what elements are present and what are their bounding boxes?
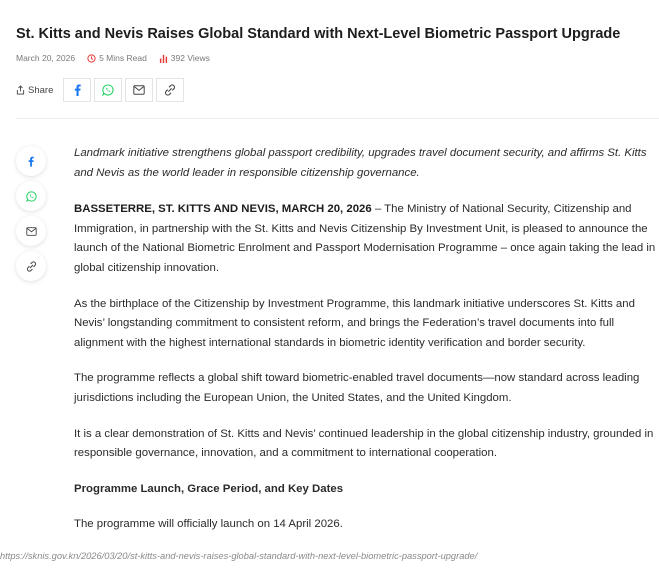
whatsapp-icon xyxy=(102,84,114,96)
header-divider xyxy=(16,118,659,119)
clock-icon xyxy=(87,54,96,63)
article-paragraph: It is a clear demonstration of St. Kitts and Nevis’ continued leadership in the global citizenship industry, grounded in responsible governance, innovation, and a commitment to international cooperation. xyxy=(74,427,654,460)
email-icon xyxy=(133,85,145,95)
publish-date: March 20, 2026 xyxy=(16,53,76,63)
side-share-facebook-button[interactable] xyxy=(16,146,46,176)
share-copy-link-button[interactable] xyxy=(156,78,184,102)
facebook-icon xyxy=(74,84,81,96)
share-label xyxy=(16,85,53,96)
page-url: https://sknis.gov.kn/2026/03/20/st-kitts-and-nevis-raises-global-standard-with-next-level-biometric-passport-upgrade/ xyxy=(0,551,478,561)
link-icon xyxy=(164,84,176,96)
article-body xyxy=(74,144,658,551)
article-title: St. Kitts and Nevis Raises Global Standard with Next-Level Biometric Passport Upgrade xyxy=(16,26,621,42)
article-paragraph-text: – The Ministry of National Security, Citizenship and Immigration, in partnership with the St. Kitts and Nevis Citizenship By Investment Unit, is pleased to announce the launch of the National Biometric Enrolment and Passport Modernisation Programme – once again taking the lead in global citizenship innovation. xyxy=(74,203,656,274)
facebook-icon xyxy=(28,156,34,167)
read-time xyxy=(87,53,147,63)
share-icon xyxy=(16,85,25,95)
article-dateline: BASSETERRE, ST. KITTS AND NEVIS, MARCH 20, 2026 xyxy=(74,203,372,216)
article-paragraph: The programme will officially launch on 14 April 2026. xyxy=(74,518,343,531)
article-paragraph xyxy=(74,200,658,278)
side-share-copy-link-button[interactable] xyxy=(16,251,46,281)
article-meta xyxy=(16,52,222,64)
section-heading: Programme Launch, Grace Period, and Key Dates xyxy=(74,482,344,495)
share-bar xyxy=(16,78,187,102)
view-count-text: 392 Views xyxy=(170,53,210,63)
side-share-email-button[interactable] xyxy=(16,216,46,246)
view-count xyxy=(159,53,210,63)
share-label-text: Share xyxy=(28,84,54,96)
floating-share-bar xyxy=(16,146,46,286)
article-lead: Landmark initiative strengthens global passport credibility, upgrades travel document security, and affirms St. Kitts and Nevis as the world leader in responsible citizenship governance. xyxy=(74,147,647,179)
read-time-text: 5 Mins Read xyxy=(99,53,147,63)
email-icon xyxy=(26,227,37,236)
link-icon xyxy=(26,261,37,272)
share-whatsapp-button[interactable] xyxy=(94,78,122,102)
share-email-button[interactable] xyxy=(125,78,153,102)
whatsapp-icon xyxy=(26,191,37,202)
bar-chart-icon xyxy=(159,54,168,63)
article-paragraph: As the birthplace of the Citizenship by Investment Programme, this landmark initiative underscores St. Kitts and Nevis’ longstanding commitment to consistent reform, and brings the Federation’s travel documents into full alignment with the highest international standards in biometric identity verification and border security. xyxy=(74,297,635,349)
article-paragraph: The programme reflects a global shift toward biometric-enabled travel documents—now standard across leading jurisdictions including the European Union, the United States, and the United Kingdom. xyxy=(74,372,640,404)
share-facebook-button[interactable] xyxy=(63,78,91,102)
side-share-whatsapp-button[interactable] xyxy=(16,181,46,211)
